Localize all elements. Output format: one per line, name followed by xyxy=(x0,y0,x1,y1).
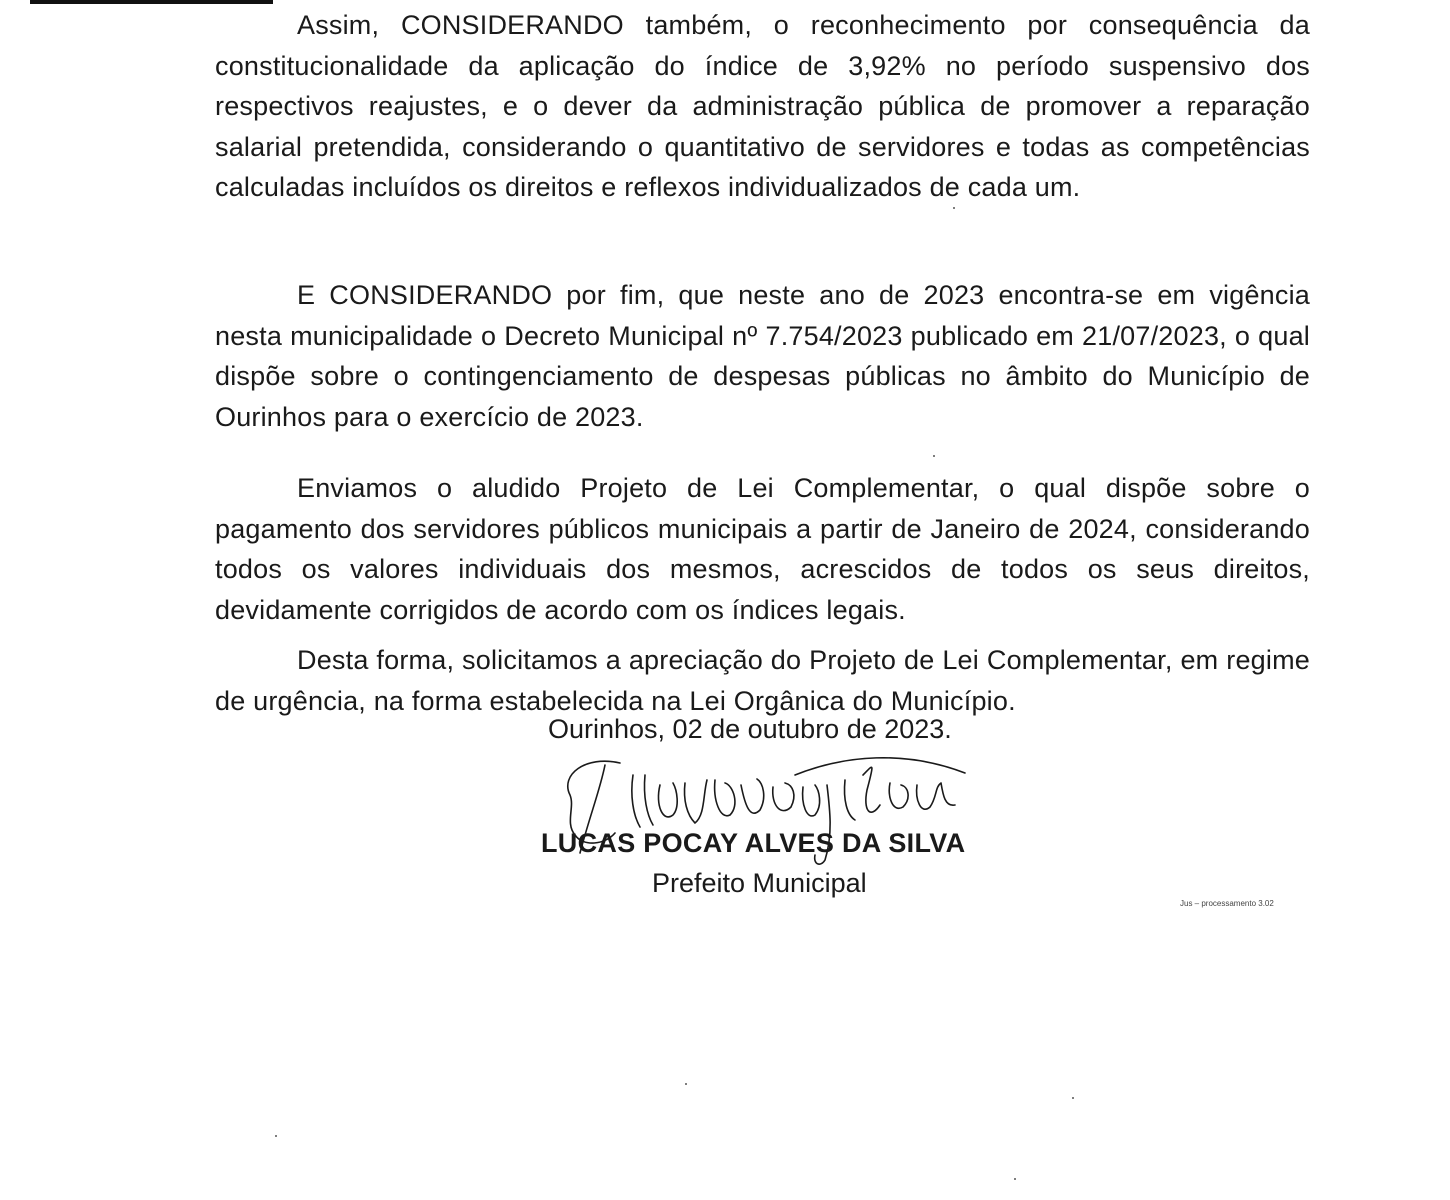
top-rule xyxy=(30,0,273,4)
scan-speck xyxy=(685,1083,687,1085)
paragraph-considerando-reajuste: Assim, CONSIDERANDO também, o reconhecimento por consequência da constitucionalidade da aplicação do índice de 3,92% no período suspensivo dos respectivos reajustes, e o dever da administração pública de promover a reparação salarial pretendida, considerando o quantitativo de servidores e todas as competências calculadas incluídos os direitos e reflexos individualizados de cada um. xyxy=(215,10,1310,202)
signer-name: LUCAS POCAY ALVES DA SILVA xyxy=(541,828,966,858)
scan-speck xyxy=(1014,1178,1016,1180)
scan-speck xyxy=(953,207,955,209)
signer-role: Prefeito Municipal xyxy=(652,868,867,898)
place-date: Ourinhos, 02 de outubro de 2023. xyxy=(548,714,952,744)
footer-note: Jus – processamento 3.02 xyxy=(1180,899,1274,908)
paragraph-solicitacao-urgencia: Desta forma, solicitamos a apreciação do Projeto de Lei Complementar, em regime de urgência, na forma estabelecida na Lei Orgânica do Município. xyxy=(215,645,1310,716)
scan-speck xyxy=(1072,1097,1074,1099)
paragraph-envio-projeto: Enviamos o aludido Projeto de Lei Complementar, o qual dispõe sobre o pagamento dos servidores públicos municipais a partir de Janeiro de 2024, considerando todos os valores individuais dos mesmos, acrescidos de todos os seus direitos, devidamente corrigidos de acordo com os índices legais. xyxy=(215,473,1310,625)
scan-speck xyxy=(933,455,935,457)
paragraph-considerando-decreto: E CONSIDERANDO por fim, que neste ano de 2023 encontra-se em vigência nesta municipalidade o Decreto Municipal nº 7.754/2023 publicado em 21/07/2023, o qual dispõe sobre o contingenciamento de despesas públicas no âmbito do Município de Ourinhos para o exercício de 2023. xyxy=(215,280,1310,432)
scan-speck xyxy=(275,1135,277,1137)
